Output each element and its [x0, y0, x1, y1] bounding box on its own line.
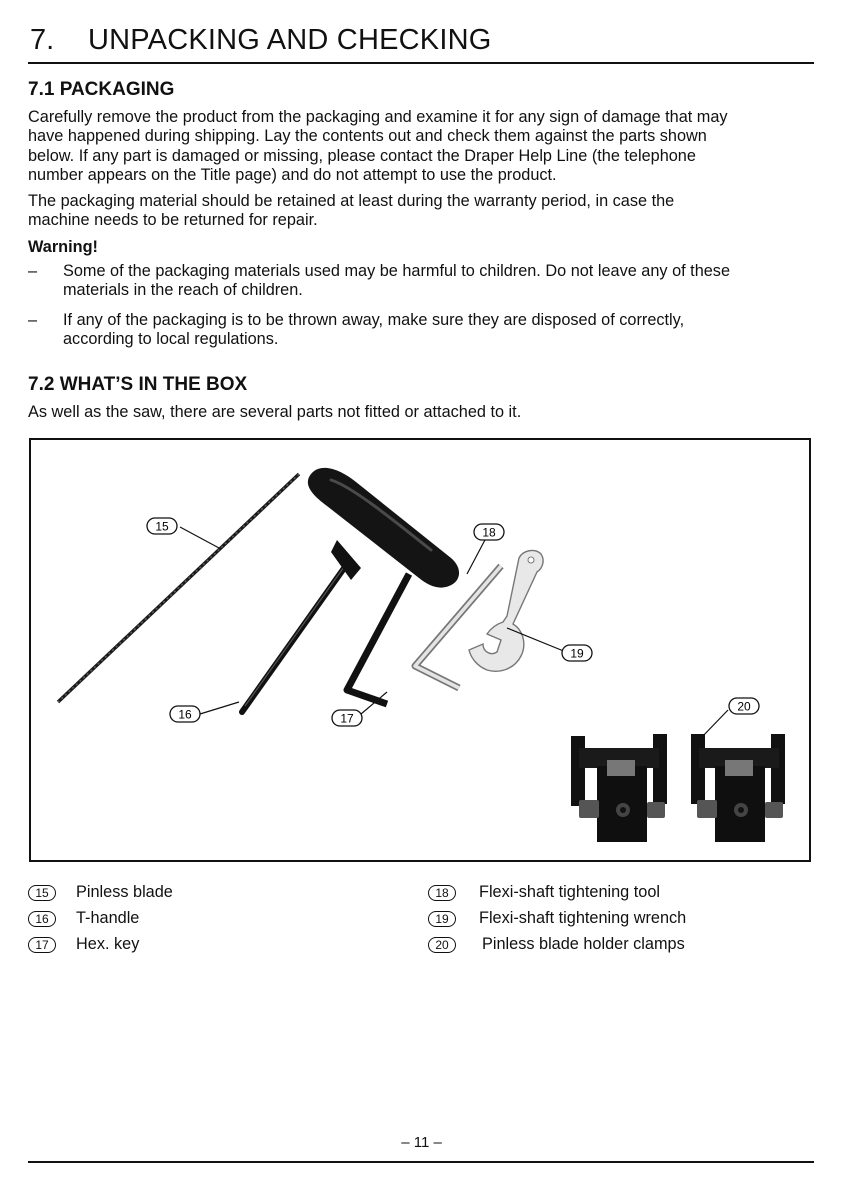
callout-number: 18: [482, 525, 496, 540]
chapter-header: [28, 22, 814, 64]
callout-19: [562, 645, 592, 661]
part-label: Hex. key: [76, 935, 140, 953]
text-line: below. If any part is damaged or missing, please contact the Draper Help Line (the telephone: [28, 146, 696, 165]
text-line: machine needs to be returned for repair.: [28, 211, 318, 230]
text-line: The packaging material should be retained at least during the warranty period, in case the: [28, 192, 675, 210]
callout-number: 20: [737, 699, 751, 714]
text-line: have happened during shipping. Lay the contents out and check them against the parts shown: [28, 127, 707, 146]
callout-number: 17: [340, 711, 354, 726]
text-line: materials in the reach of children.: [63, 281, 303, 300]
part-number-badge: 17: [28, 937, 56, 953]
part-label: Flexi-shaft tightening tool: [479, 883, 661, 901]
warning-label: Warning!: [28, 238, 98, 256]
text-line: If any of the packaging is to be thrown away, make sure they are disposed of correctly,: [63, 311, 685, 329]
warning-bullet: [28, 311, 814, 351]
parts-figure: [29, 438, 811, 862]
callout-number: 19: [570, 646, 584, 661]
part-number-badge: 18: [428, 885, 456, 901]
parts-legend-item: [428, 882, 808, 904]
part-label: Pinless blade holder clamps: [482, 935, 685, 953]
callout-number: 16: [178, 707, 192, 722]
parts-legend-item: [28, 934, 408, 956]
parts-legend-item: [428, 908, 808, 930]
section-heading-packaging: 7.1 PACKAGING: [28, 79, 175, 100]
flexi-shaft-wrench-illustration: [469, 551, 543, 672]
part-number-badge: 19: [428, 911, 456, 927]
footer-rule: [28, 1161, 814, 1163]
section-heading-whats-in-box: 7.2 WHAT’S IN THE BOX: [28, 374, 248, 395]
pinless-blade-illustration: [58, 474, 299, 702]
callout-20: [729, 698, 759, 714]
part-number-badge: 20: [428, 937, 456, 953]
parts-illustration: [31, 440, 813, 864]
part-label: Flexi-shaft tightening wrench: [479, 909, 687, 927]
hex-key-illustration: [347, 574, 409, 704]
box-intro-text: As well as the saw, there are several parts not fitted or attached to it.: [28, 403, 522, 421]
parts-legend-item: [28, 882, 408, 904]
blade-holder-clamp-illustration: [571, 734, 667, 842]
part-number-badge: 15: [28, 885, 56, 901]
callout-16: [170, 706, 200, 722]
text-line: Carefully remove the product from the packaging and examine it for any sign of damage that may: [28, 108, 728, 126]
page-number: – 11 –: [401, 1134, 442, 1151]
packaging-paragraph-2: [28, 192, 818, 231]
part-label: T-handle: [76, 909, 140, 927]
chapter-title: UNPACKING AND CHECKING: [88, 24, 492, 56]
callout-15: [147, 518, 177, 534]
chapter-number: 7.: [30, 24, 55, 56]
callout-17: [332, 710, 362, 726]
callout-18: [474, 524, 504, 540]
bullet-dash: –: [28, 311, 38, 329]
part-label: Pinless blade: [76, 883, 173, 901]
text-line: Some of the packaging materials used may be harmful to children. Do not leave any of these: [63, 262, 730, 280]
part-number-badge: 16: [28, 911, 56, 927]
parts-legend-item: [28, 908, 408, 930]
blade-holder-clamp-illustration: [691, 734, 785, 842]
text-line: according to local regulations.: [63, 330, 279, 349]
parts-legend-item: [428, 934, 808, 956]
callout-number: 15: [155, 519, 169, 534]
warning-bullet: [28, 262, 814, 302]
bullet-dash: –: [28, 262, 38, 280]
text-line: number appears on the Title page) and do not attempt to use the product.: [28, 166, 557, 185]
packaging-paragraph-1: [28, 108, 818, 186]
